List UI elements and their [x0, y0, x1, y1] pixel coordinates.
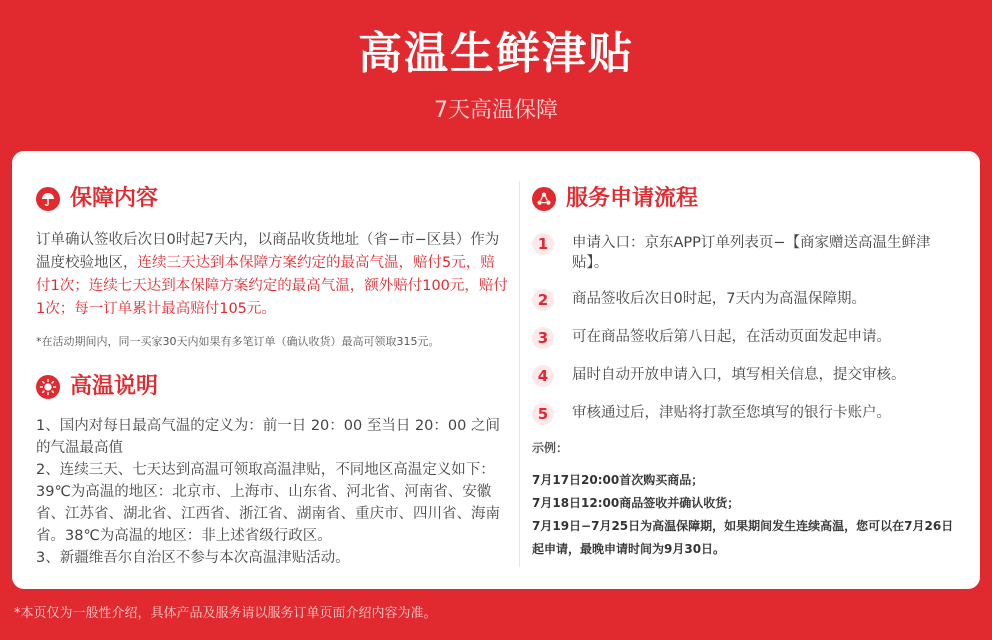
- footer-disclaimer: *本页仅为一般性介绍，具体产品及服务请以服务订单页面介绍内容为准。: [14, 606, 437, 621]
- step-text: 可在商品签收后第八日起，在活动页面发起申请。: [572, 329, 891, 345]
- heat-list: [36, 415, 508, 569]
- column-divider: [519, 181, 520, 567]
- process-step: [532, 365, 964, 387]
- umbrella-icon: [36, 187, 60, 211]
- step-text: 商品签收后次日0时起，7天内为高温保障期。: [572, 291, 866, 307]
- page-title: 高温生鲜津贴: [358, 28, 634, 79]
- step-text: 审核通过后，津贴将打款至您填写的银行卡账户。: [572, 405, 891, 421]
- flow-icon: [532, 187, 556, 211]
- step-number: 2: [532, 289, 554, 311]
- example-lines: [532, 469, 964, 561]
- example-line-1: 7月17日20:00首次购买商品；: [532, 473, 704, 487]
- heat-item-2: 2、连续三天、七天达到高温可领取高温津贴，不同地区高温定义如下：39℃为高温的地区：北京市、上海市、山东省、河北省、河南省、安徽省、江苏省、湖北省、江西省、浙江省、湖南省、重庆市、四川省、海南省。38℃为高温的地区：非上述省级行政区。: [36, 462, 500, 544]
- step-number: 3: [532, 327, 554, 349]
- step-text: 申请入口：京东APP订单列表页−【商家赠送高温生鲜津贴】。: [572, 235, 931, 271]
- heat-header: [36, 369, 508, 405]
- guarantee-text: [36, 229, 508, 321]
- content-card: [12, 151, 980, 589]
- process-title: 服务申请流程: [566, 186, 699, 211]
- example-line-2: 7月18日12:00商品签收并确认收货；: [532, 496, 740, 510]
- guarantee-text-normal: 订单确认签收后次日0时起7天内，以商品收货地址（省−市−区县）作为温度校验地区，: [36, 232, 500, 271]
- right-column: [532, 181, 964, 561]
- guarantee-title: 保障内容: [70, 186, 159, 211]
- sun-icon: [36, 375, 60, 399]
- process-step: [532, 403, 964, 425]
- heat-title: 高温说明: [70, 374, 159, 399]
- heat-item-3: 3、新疆维吾尔自治区不参与本次高温津贴活动。: [36, 550, 350, 566]
- left-column: [36, 181, 508, 569]
- page-subtitle: 7天高温保障: [434, 98, 558, 123]
- step-text: 届时自动开放申请入口，填写相关信息，提交审核。: [572, 367, 906, 383]
- guarantee-header: [36, 181, 508, 217]
- process-step: [532, 233, 964, 273]
- guarantee-note: *在活动期间内，同一买家30天内如果有多笔订单（确认收货）最高可领取315元。: [36, 335, 440, 348]
- guarantee-text-highlight: 连续三天达到本保障方案约定的最高气温，赔付5元，赔付1次；连续七天达到本保障方案约定的最高气温，额外赔付100元，赔付1次；每一订单累计最高赔付105元。: [36, 255, 508, 317]
- step-number: 4: [532, 365, 554, 387]
- example-line-3: 7月19日−7月25日为高温保障期，如果期间发生连续高温，您可以在7月26日起申请，最晚申请时间为9月30日。: [532, 519, 954, 556]
- step-number: 1: [532, 233, 554, 255]
- process-step: [532, 289, 964, 311]
- step-number: 5: [532, 403, 554, 425]
- process-header: [532, 181, 964, 217]
- example-title: 示例：: [532, 441, 569, 455]
- process-step: [532, 327, 964, 349]
- heat-item-1: 1、国内对每日最高气温的定义为：前一日 20：00 至当日 20：00 之间的气温最高值: [36, 418, 500, 456]
